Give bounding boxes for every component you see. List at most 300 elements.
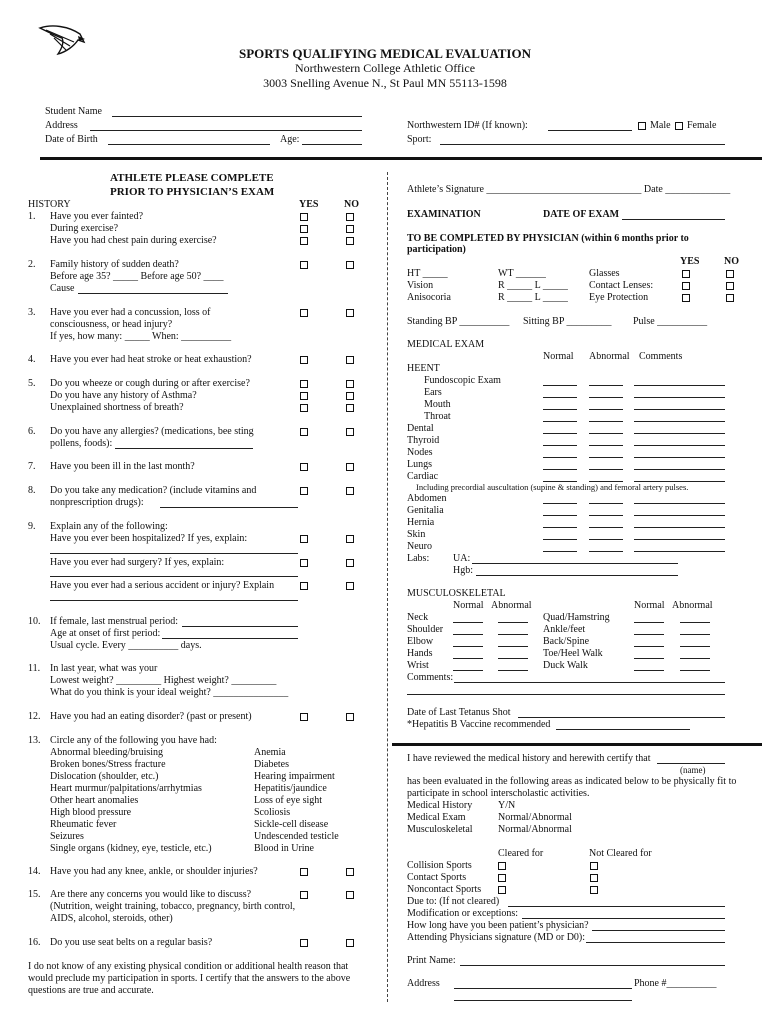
question-text: During exercise? bbox=[50, 223, 119, 234]
musc-item: Ankle/feet bbox=[543, 624, 586, 635]
exam-blank[interactable] bbox=[543, 433, 577, 434]
exam-item: Dental bbox=[407, 423, 434, 434]
contacts-label: Contact Lenses: bbox=[589, 280, 654, 291]
question-text: Do you take any medication? (include vitamins and bbox=[50, 485, 257, 496]
physician-address-label: Address bbox=[407, 978, 440, 989]
anisocoria-label: Anisocoria bbox=[407, 292, 451, 303]
yes-checkbox[interactable] bbox=[300, 428, 308, 436]
no-checkbox[interactable] bbox=[346, 713, 354, 721]
question-text: Before age 35? _____ Before age 50? ____ bbox=[50, 271, 224, 282]
exam-blank[interactable] bbox=[634, 397, 725, 398]
musc-blank[interactable] bbox=[498, 658, 528, 659]
height-field[interactable]: HT _____ bbox=[407, 268, 448, 279]
musc-blank[interactable] bbox=[498, 646, 528, 647]
date-of-exam-field[interactable] bbox=[622, 219, 725, 220]
medication-field[interactable] bbox=[160, 507, 298, 508]
exam-blank[interactable] bbox=[589, 433, 623, 434]
cause-field[interactable] bbox=[78, 293, 228, 294]
exam-blank[interactable] bbox=[543, 409, 577, 410]
cleared-header: Cleared for bbox=[498, 848, 544, 859]
no-checkbox[interactable] bbox=[346, 428, 354, 436]
ua-field[interactable] bbox=[472, 563, 678, 564]
sitting-bp-field[interactable]: Sitting BP _________ bbox=[523, 316, 612, 327]
question-text: In last year, what was your bbox=[50, 663, 158, 674]
exam-item: Nodes bbox=[407, 447, 433, 458]
musc-item: Hands bbox=[407, 648, 433, 659]
phone-field[interactable]: Phone #__________ bbox=[634, 978, 717, 989]
exam-blank[interactable] bbox=[543, 481, 577, 482]
not-cleared-checkbox[interactable] bbox=[590, 862, 598, 870]
musc-item: Elbow bbox=[407, 636, 434, 647]
declaration-text: would preclude my participation in sports. I certify that the answers to the above bbox=[28, 973, 351, 984]
exam-blank[interactable] bbox=[634, 385, 725, 386]
question-text: consciousness, or head injury? bbox=[50, 319, 173, 330]
exam-blank[interactable] bbox=[589, 385, 623, 386]
yn-value[interactable]: Y/N bbox=[498, 800, 516, 811]
office-address: 3003 Snelling Avenue N., St Paul MN 55113-1598 bbox=[263, 76, 507, 90]
exam-blank[interactable] bbox=[543, 421, 577, 422]
exam-blank[interactable] bbox=[543, 457, 577, 458]
athlete-heading-2: PRIOR TO PHYSICIAN’S EXAM bbox=[110, 186, 275, 198]
declaration-text: I do not know of any existing physical condition or additional health reason that bbox=[28, 961, 349, 972]
medical-exam-heading: MEDICAL EXAM bbox=[407, 339, 485, 350]
no-checkbox[interactable] bbox=[346, 261, 354, 269]
yes-checkbox[interactable] bbox=[300, 237, 308, 245]
cleared-checkbox[interactable] bbox=[498, 874, 506, 882]
exam-blank[interactable] bbox=[634, 503, 725, 504]
q-number: 3. bbox=[28, 307, 36, 318]
abnormal-header: Abnormal bbox=[491, 600, 532, 611]
musc-blank[interactable] bbox=[498, 622, 528, 623]
certify-text: has been evaluated in the following areas as indicated below to be physically fit to bbox=[407, 776, 737, 787]
office-name: Northwestern College Athletic Office bbox=[294, 61, 476, 75]
yes-checkbox[interactable] bbox=[300, 891, 308, 899]
onset-field[interactable] bbox=[162, 638, 298, 639]
musc-blank[interactable] bbox=[680, 646, 710, 647]
yes-checkbox[interactable] bbox=[682, 282, 690, 290]
yes-checkbox[interactable] bbox=[300, 487, 308, 495]
certify-divider bbox=[392, 743, 762, 746]
medical-exam-label: Medical Exam bbox=[407, 812, 466, 823]
allergies-field[interactable] bbox=[115, 448, 253, 449]
no-checkbox[interactable] bbox=[346, 891, 354, 899]
question-text: Have you ever had a serious accident or injury? Explain bbox=[50, 580, 275, 591]
yes-checkbox[interactable] bbox=[300, 463, 308, 471]
normal-header: Normal bbox=[453, 600, 484, 611]
question-text: If female, last menstrual period: bbox=[50, 616, 179, 627]
q-number: 15. bbox=[28, 889, 41, 900]
menstrual-field[interactable] bbox=[182, 626, 298, 627]
due-field[interactable] bbox=[508, 906, 725, 907]
exam-blank[interactable] bbox=[589, 539, 623, 540]
question-text: Have you had chest pain during exercise? bbox=[50, 235, 217, 246]
musc-blank[interactable] bbox=[498, 634, 528, 635]
male-checkbox[interactable] bbox=[638, 122, 646, 130]
exam-blank[interactable] bbox=[543, 503, 577, 504]
attending-signature-label: Attending Physicians signature (MD or D0): bbox=[407, 932, 586, 943]
yes-checkbox[interactable] bbox=[300, 404, 308, 412]
sport-label: Sport: bbox=[407, 134, 432, 145]
exam-blank[interactable] bbox=[634, 527, 725, 528]
condition-item[interactable]: Anemia bbox=[254, 747, 286, 758]
header-divider bbox=[40, 157, 762, 160]
no-checkbox[interactable] bbox=[346, 237, 354, 245]
musc-blank[interactable] bbox=[453, 622, 483, 623]
no-checkbox[interactable] bbox=[726, 270, 734, 278]
condition-item[interactable]: Scoliosis bbox=[254, 807, 291, 818]
musc-blank[interactable] bbox=[453, 646, 483, 647]
exam-item: Cardiac bbox=[407, 471, 439, 482]
musc-item: Wrist bbox=[407, 660, 429, 671]
no-checkbox[interactable] bbox=[346, 487, 354, 495]
exam-item: Neuro bbox=[407, 541, 432, 552]
yes-checkbox[interactable] bbox=[682, 270, 690, 278]
no-header: NO bbox=[724, 256, 739, 267]
sport-category: Noncontact Sports bbox=[407, 884, 482, 895]
id-field[interactable] bbox=[548, 130, 632, 131]
q-number: 4. bbox=[28, 354, 36, 365]
condition-item[interactable]: Seizures bbox=[50, 831, 84, 842]
physician-heading-2: participation) bbox=[407, 244, 466, 255]
question-text: Age at onset of first period: bbox=[50, 628, 161, 639]
no-checkbox[interactable] bbox=[346, 939, 354, 947]
exam-blank[interactable] bbox=[543, 539, 577, 540]
exam-blank[interactable] bbox=[589, 503, 623, 504]
condition-item[interactable]: Abnormal bleeding/bruising bbox=[50, 747, 164, 758]
no-checkbox[interactable] bbox=[346, 225, 354, 233]
yes-checkbox[interactable] bbox=[300, 392, 308, 400]
no-checkbox[interactable] bbox=[346, 392, 354, 400]
exam-blank[interactable] bbox=[589, 457, 623, 458]
yes-checkbox[interactable] bbox=[300, 582, 308, 590]
condition-item[interactable]: Other heart anomalies bbox=[50, 795, 139, 806]
student-name-field[interactable] bbox=[112, 116, 362, 117]
no-checkbox[interactable] bbox=[346, 309, 354, 317]
exam-blank[interactable] bbox=[634, 421, 725, 422]
question-text: nonprescription drugs): bbox=[50, 497, 144, 508]
yes-header: YES bbox=[680, 256, 700, 267]
yes-checkbox[interactable] bbox=[300, 356, 308, 364]
musc-item: Neck bbox=[407, 612, 429, 623]
certify-text: participate in school interscholastic activities. bbox=[407, 788, 590, 799]
exam-blank[interactable] bbox=[589, 445, 623, 446]
comments-header: Comments bbox=[639, 351, 683, 362]
print-name-label: Print Name: bbox=[407, 955, 456, 966]
musc-blank[interactable] bbox=[680, 622, 710, 623]
not-cleared-checkbox[interactable] bbox=[590, 874, 598, 882]
hospitalized-field[interactable] bbox=[50, 553, 298, 554]
hgb-label: Hgb: bbox=[453, 565, 473, 576]
question-text: What do you think is your ideal weight? _______________ bbox=[50, 687, 289, 698]
musculoskeletal-label: Musculoskeletal bbox=[407, 824, 473, 835]
modifications-label: Modification or exceptions: bbox=[407, 908, 519, 919]
comments-field[interactable] bbox=[454, 682, 725, 683]
exam-item: Skin bbox=[407, 529, 426, 540]
patient-name-field[interactable] bbox=[657, 763, 725, 764]
musc-item: Toe/Heel Walk bbox=[543, 648, 603, 659]
vision-rl-field[interactable]: R _____ L _____ bbox=[498, 280, 568, 291]
q-number: 8. bbox=[28, 485, 36, 496]
no-checkbox[interactable] bbox=[346, 356, 354, 364]
exam-blank[interactable] bbox=[634, 433, 725, 434]
question-text: Do you wheeze or cough during or after exercise? bbox=[50, 378, 250, 389]
physician-heading-1: TO BE COMPLETED BY PHYSICIAN (within 6 months prior to bbox=[407, 233, 689, 244]
q-number: 13. bbox=[28, 735, 41, 746]
musc-blank[interactable] bbox=[680, 634, 710, 635]
question-text: (Nutrition, weight training, tobacco, pregnancy, birth control, bbox=[50, 901, 296, 912]
female-label: Female bbox=[687, 120, 717, 131]
condition-item[interactable]: Diabetes bbox=[254, 759, 289, 770]
comments-field-2[interactable] bbox=[407, 694, 725, 695]
exam-blank[interactable] bbox=[543, 385, 577, 386]
question-text: Explain any of the following: bbox=[50, 521, 168, 532]
exam-blank[interactable] bbox=[543, 515, 577, 516]
pulse-field[interactable]: Pulse __________ bbox=[633, 316, 708, 327]
history-label: HISTORY bbox=[28, 199, 71, 210]
question-text: Have you ever had heat stroke or heat exhaustion? bbox=[50, 354, 252, 365]
yes-checkbox[interactable] bbox=[300, 559, 308, 567]
musc-blank[interactable] bbox=[453, 670, 483, 671]
musc-item: Back/Spine bbox=[543, 636, 590, 647]
hepb-label: *Hepatitis B Vaccine recommended bbox=[407, 719, 551, 730]
q-number: 5. bbox=[28, 378, 36, 389]
question-text: Do you have any allergies? (medications, bee sting bbox=[50, 426, 254, 437]
dob-label: Date of Birth bbox=[45, 134, 98, 145]
athlete-heading-1: ATHLETE PLEASE COMPLETE bbox=[110, 172, 274, 184]
condition-item[interactable]: Hepatitis/jaundice bbox=[254, 783, 327, 794]
question-text: Do you have any history of Asthma? bbox=[50, 390, 197, 401]
sport-field[interactable] bbox=[440, 144, 725, 145]
exam-blank[interactable] bbox=[634, 539, 725, 540]
yes-checkbox[interactable] bbox=[300, 868, 308, 876]
musc-blank[interactable] bbox=[453, 634, 483, 635]
yes-checkbox[interactable] bbox=[682, 294, 690, 302]
exam-item: Genitalia bbox=[407, 505, 444, 516]
due-label: Due to: (If not cleared) bbox=[407, 896, 500, 907]
yes-checkbox[interactable] bbox=[300, 261, 308, 269]
musc-item: Quad/Hamstring bbox=[543, 612, 610, 623]
condition-item[interactable]: Loss of eye sight bbox=[254, 795, 323, 806]
q-number: 14. bbox=[28, 866, 41, 877]
question-text: Have you had any knee, ankle, or shoulder injuries? bbox=[50, 866, 258, 877]
medical-history-label: Medical History bbox=[407, 800, 473, 811]
musc-blank[interactable] bbox=[634, 658, 664, 659]
physician-address-field-2[interactable] bbox=[454, 1000, 632, 1001]
question-text: Do you use seat belts on a regular basis? bbox=[50, 937, 213, 948]
normal-header: Normal bbox=[543, 351, 574, 362]
no-header: NO bbox=[344, 199, 359, 210]
glasses-label: Glasses bbox=[589, 268, 620, 279]
musc-blank[interactable] bbox=[634, 646, 664, 647]
musc-blank[interactable] bbox=[680, 670, 710, 671]
athlete-signature-line[interactable]: Athlete’s Signature _______________________________ Date _____________ bbox=[407, 184, 731, 195]
dob-field[interactable] bbox=[108, 144, 270, 145]
date-of-exam-label: DATE OF EXAM bbox=[543, 209, 620, 220]
musc-blank[interactable] bbox=[634, 634, 664, 635]
condition-item[interactable]: Heart murmur/palpitations/arrhytmias bbox=[50, 783, 202, 794]
exam-blank[interactable] bbox=[589, 469, 623, 470]
no-checkbox[interactable] bbox=[726, 282, 734, 290]
question-text: Circle any of the following you have had: bbox=[50, 735, 217, 746]
male-label: Male bbox=[650, 120, 671, 131]
yes-checkbox[interactable] bbox=[300, 213, 308, 221]
q-number: 1. bbox=[28, 211, 36, 222]
question-text: Have you ever had a concussion, loss of bbox=[50, 307, 211, 318]
column-divider bbox=[387, 172, 388, 1002]
exam-blank[interactable] bbox=[634, 481, 725, 482]
question-text: pollens, foods): bbox=[50, 438, 113, 449]
form-title: SPORTS QUALIFYING MEDICAL EVALUATION bbox=[239, 46, 531, 61]
condition-item[interactable]: Hearing impairment bbox=[254, 771, 335, 782]
question-text: Unexplained shortness of breath? bbox=[50, 402, 184, 413]
exam-blank[interactable] bbox=[589, 397, 623, 398]
age-field[interactable] bbox=[302, 144, 362, 145]
yes-checkbox[interactable] bbox=[300, 225, 308, 233]
exam-blank[interactable] bbox=[634, 457, 725, 458]
anisocoria-rl-field[interactable]: R _____ L _____ bbox=[498, 292, 568, 303]
musc-item: Duck Walk bbox=[543, 660, 588, 671]
question-text: Usual cycle. Every __________ days. bbox=[50, 640, 202, 651]
q-number: 12. bbox=[28, 711, 41, 722]
female-checkbox[interactable] bbox=[675, 122, 683, 130]
no-checkbox[interactable] bbox=[346, 463, 354, 471]
not-cleared-header: Not Cleared for bbox=[589, 848, 652, 859]
hepb-field[interactable] bbox=[556, 729, 690, 730]
exam-item: Hernia bbox=[407, 517, 435, 528]
q-number: 11. bbox=[28, 663, 41, 674]
no-checkbox[interactable] bbox=[346, 213, 354, 221]
question-text: Have you ever had surgery? If yes, explain: bbox=[50, 557, 225, 568]
cleared-checkbox[interactable] bbox=[498, 886, 506, 894]
id-label: Northwestern ID# (If known): bbox=[407, 120, 528, 131]
cleared-checkbox[interactable] bbox=[498, 862, 506, 870]
exam-blank[interactable] bbox=[589, 421, 623, 422]
condition-item[interactable]: Single organs (kidney, eye, testicle, etc.) bbox=[50, 843, 212, 854]
yes-checkbox[interactable] bbox=[300, 309, 308, 317]
hgb-field[interactable] bbox=[476, 575, 678, 576]
sport-category: Contact Sports bbox=[407, 872, 467, 883]
certify-text: I have reviewed the medical history and herewith certify that bbox=[407, 753, 651, 764]
tetanus-label: Date of Last Tetanus Shot bbox=[407, 707, 511, 718]
exam-item: Thyroid bbox=[407, 435, 440, 446]
examination-heading: EXAMINATION bbox=[407, 209, 481, 220]
exam-item: Lungs bbox=[407, 459, 432, 470]
weight-field[interactable]: WT ______ bbox=[498, 268, 546, 279]
exam-blank[interactable] bbox=[589, 515, 623, 516]
q-number: 9. bbox=[28, 521, 36, 532]
not-cleared-checkbox[interactable] bbox=[590, 886, 598, 894]
accident-field[interactable] bbox=[50, 600, 298, 601]
exam-blank[interactable] bbox=[543, 397, 577, 398]
q-number: 6. bbox=[28, 426, 36, 437]
q-number: 2. bbox=[28, 259, 36, 270]
condition-item[interactable]: Blood in Urine bbox=[254, 843, 314, 854]
no-checkbox[interactable] bbox=[726, 294, 734, 302]
physician-address-field[interactable] bbox=[454, 988, 632, 989]
condition-item[interactable]: Rheumatic fever bbox=[50, 819, 117, 830]
musc-blank[interactable] bbox=[453, 658, 483, 659]
normal-header: Normal bbox=[634, 600, 665, 611]
question-text: Have you had an eating disorder? (past or present) bbox=[50, 711, 252, 722]
no-checkbox[interactable] bbox=[346, 404, 354, 412]
heent-label: HEENT bbox=[407, 363, 440, 374]
exam-blank[interactable] bbox=[543, 527, 577, 528]
student-name-label: Student Name bbox=[45, 106, 102, 117]
q-number: 16. bbox=[28, 937, 41, 948]
question-text: Have you ever been hospitalized? If yes, explain: bbox=[50, 533, 248, 544]
declaration-text: questions are true and accurate. bbox=[28, 985, 154, 996]
exam-blank[interactable] bbox=[589, 481, 623, 482]
musc-blank[interactable] bbox=[680, 658, 710, 659]
question-text: If yes, how many: _____ When: __________ bbox=[50, 331, 232, 342]
question-text: AIDS, alcohol, steroids, other) bbox=[50, 913, 173, 924]
exam-blank[interactable] bbox=[634, 515, 725, 516]
print-name-field[interactable] bbox=[460, 965, 725, 966]
no-checkbox[interactable] bbox=[346, 868, 354, 876]
vision-label: Vision bbox=[407, 280, 434, 291]
modifications-field[interactable] bbox=[522, 918, 725, 919]
musc-item: Shoulder bbox=[407, 624, 444, 635]
standing-bp-field[interactable]: Standing BP __________ bbox=[407, 316, 510, 327]
how-long-field[interactable] bbox=[592, 930, 725, 931]
exam-blank[interactable] bbox=[543, 551, 577, 552]
no-checkbox[interactable] bbox=[346, 582, 354, 590]
q-number: 7. bbox=[28, 461, 36, 472]
normal-abnormal-value[interactable]: Normal/Abnormal bbox=[498, 824, 572, 835]
exam-blank[interactable] bbox=[589, 409, 623, 410]
exam-blank[interactable] bbox=[634, 445, 725, 446]
exam-blank[interactable] bbox=[589, 527, 623, 528]
exam-blank[interactable] bbox=[543, 445, 577, 446]
cardiac-note: Including precordial auscultation (supine & standing) and femoral artery pulses. bbox=[416, 482, 689, 492]
exam-item: Throat bbox=[424, 411, 451, 422]
musc-blank[interactable] bbox=[634, 670, 664, 671]
age-label: Age: bbox=[280, 134, 300, 145]
surgery-field[interactable] bbox=[50, 576, 298, 577]
normal-abnormal-value[interactable]: Normal/Abnormal bbox=[498, 812, 572, 823]
sport-category: Collision Sports bbox=[407, 860, 472, 871]
condition-item[interactable]: High blood pressure bbox=[50, 807, 132, 818]
exam-blank[interactable] bbox=[634, 409, 725, 410]
no-checkbox[interactable] bbox=[346, 535, 354, 543]
question-text: Are there any concerns you would like to discuss? bbox=[50, 889, 252, 900]
name-note: (name) bbox=[680, 765, 706, 775]
condition-item[interactable]: Undescended testicle bbox=[254, 831, 339, 842]
condition-item[interactable]: Broken bones/Stress fracture bbox=[50, 759, 166, 770]
exam-blank[interactable] bbox=[634, 551, 725, 552]
musc-blank[interactable] bbox=[498, 670, 528, 671]
yes-checkbox[interactable] bbox=[300, 380, 308, 388]
exam-item: Fundoscopic Exam bbox=[424, 375, 501, 386]
how-long-label: How long have you been patient’s physician? bbox=[407, 920, 589, 931]
attending-signature-field[interactable] bbox=[586, 942, 725, 943]
condition-item[interactable]: Dislocation (shoulder, etc.) bbox=[50, 771, 159, 782]
no-checkbox[interactable] bbox=[346, 559, 354, 567]
exam-blank[interactable] bbox=[634, 469, 725, 470]
musc-blank[interactable] bbox=[634, 622, 664, 623]
exam-item: Abdomen bbox=[407, 493, 447, 504]
condition-item[interactable]: Sickle-cell disease bbox=[254, 819, 329, 830]
yes-checkbox[interactable] bbox=[300, 939, 308, 947]
tetanus-field[interactable] bbox=[518, 717, 725, 718]
yes-checkbox[interactable] bbox=[300, 713, 308, 721]
yes-checkbox[interactable] bbox=[300, 535, 308, 543]
address-label: Address bbox=[45, 120, 78, 131]
no-checkbox[interactable] bbox=[346, 380, 354, 388]
address-field[interactable] bbox=[90, 130, 362, 131]
exam-blank[interactable] bbox=[543, 469, 577, 470]
exam-blank[interactable] bbox=[589, 551, 623, 552]
